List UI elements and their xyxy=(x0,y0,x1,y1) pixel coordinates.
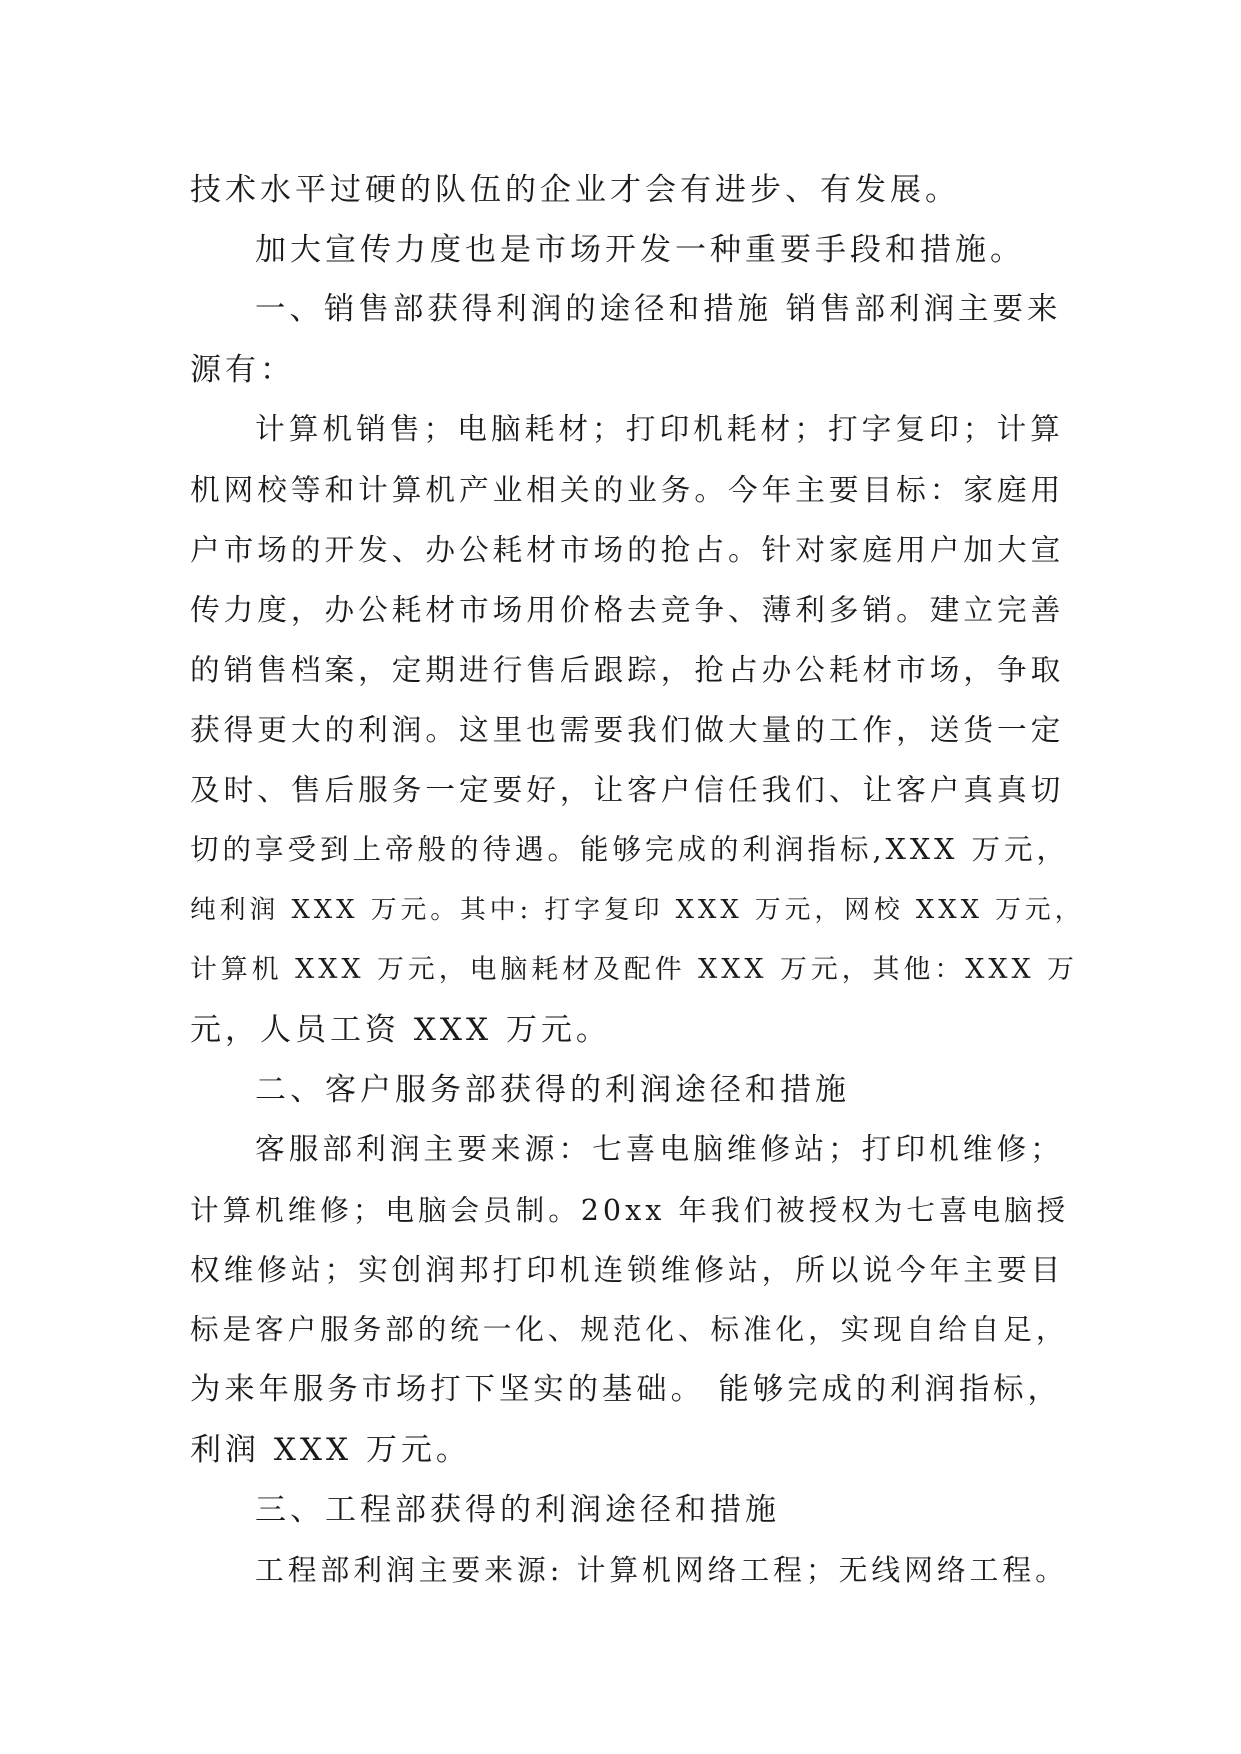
text-line: 加大宣传力度也是市场开发一种重要手段和措施。 xyxy=(255,232,1025,268)
text-line: 元，人员工资 XXX 万元。 xyxy=(190,1012,611,1048)
text-line: 切的享受到上帝般的待遇。能够完成的利润指标,XXX 万元， xyxy=(190,833,1069,866)
text-line: 传力度，办公耗材市场用价格去竞争、薄利多销。建立完善 xyxy=(190,592,1065,627)
text-line: 工程部利润主要来源: 计算机网络工程；无线网络工程。 xyxy=(255,1553,1068,1587)
text-line: 标是客户服务部的统一化、规范化、标准化，实现自给自足， xyxy=(190,1313,1069,1346)
text-line: 计算机维修；电脑会员制。20xx 年我们被授权为七喜电脑授 xyxy=(190,1193,1070,1227)
text-line: 技术水平过硬的队伍的企业才会有进步、有发展。 xyxy=(190,172,960,208)
text-line: 利润 XXX 万元。 xyxy=(190,1432,471,1468)
text-line: 为来年服务市场打下坚实的基础。 能够完成的利润指标， xyxy=(190,1372,1062,1407)
text-line: 的销售档案，定期进行售后跟踪，抢占办公耗材市场，争取 xyxy=(190,652,1065,687)
section-heading-engineering: 三、工程部获得的利润途径和措施 xyxy=(255,1492,780,1528)
section-heading-customer-service: 二、客户服务部获得的利润途径和措施 xyxy=(255,1072,850,1108)
text-line: 纯利润 XXX 万元。其中: 打字复印 XXX 万元，网校 XXX 万元， xyxy=(190,895,1085,925)
text-line: 户市场的开发、办公耗材市场的抢占。针对家庭用户加大宣 xyxy=(190,532,1065,567)
text-line: 获得更大的利润。这里也需要我们做大量的工作，送货一定 xyxy=(190,712,1065,747)
text-line: 计算机销售；电脑耗材；打印机耗材；打字复印；计算 xyxy=(255,412,1064,447)
text-line: 及时、售后服务一定要好，让客户信任我们、让客户真真切 xyxy=(190,772,1065,807)
section-heading-sales: 一、销售部获得利润的途径和措施 销售部利润主要来 xyxy=(255,292,1062,327)
text-line: 权维修站；实创润邦打印机连锁维修站，所以说今年主要目 xyxy=(190,1252,1065,1287)
text-line: 客服部利润主要来源：七喜电脑维修站；打印机维修； xyxy=(255,1132,1064,1167)
document-body xyxy=(190,160,1085,1600)
text-line: 计算机 XXX 万元，电脑耗材及配件 XXX 万元，其他：XXX 万 xyxy=(190,954,1078,985)
text-line: 机网校等和计算机产业相关的业务。今年主要目标：家庭用 xyxy=(190,472,1065,507)
text-line: 源有： xyxy=(190,352,295,388)
